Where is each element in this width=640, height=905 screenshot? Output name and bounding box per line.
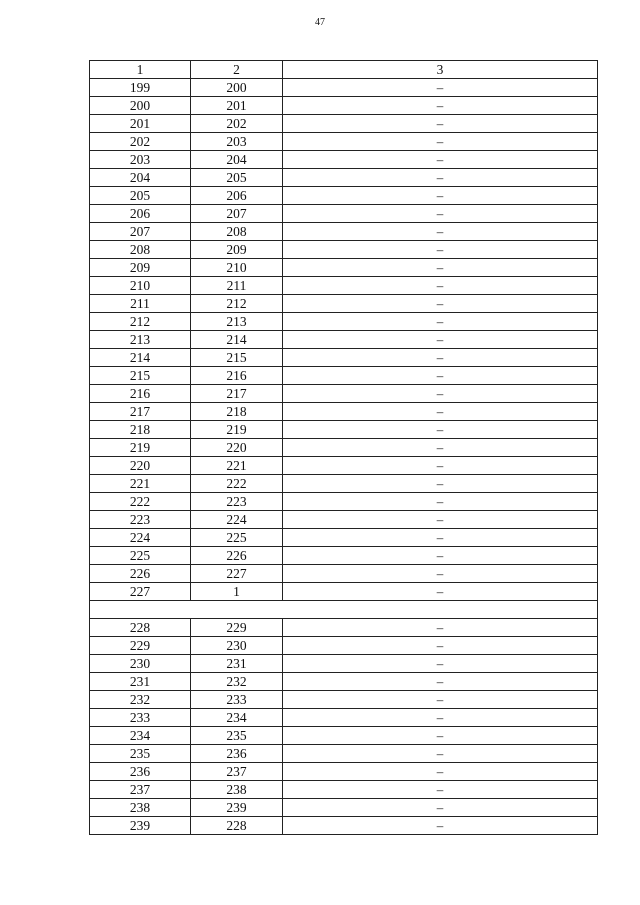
table-cell: 236 bbox=[191, 745, 283, 763]
table-cell: 220 bbox=[191, 439, 283, 457]
table-cell: 215 bbox=[191, 349, 283, 367]
table-cell: – bbox=[283, 439, 598, 457]
table-cell: – bbox=[283, 565, 598, 583]
table-cell: 1 bbox=[191, 583, 283, 601]
table-row bbox=[90, 493, 598, 511]
table-cell: 222 bbox=[90, 493, 191, 511]
table-row bbox=[90, 529, 598, 547]
table-row bbox=[90, 673, 598, 691]
table-cell: 219 bbox=[90, 439, 191, 457]
table-cell: 222 bbox=[191, 475, 283, 493]
table-cell: 212 bbox=[191, 295, 283, 313]
table-row bbox=[90, 691, 598, 709]
table-cell: – bbox=[283, 655, 598, 673]
table-cell: 231 bbox=[191, 655, 283, 673]
table-cell: 213 bbox=[90, 331, 191, 349]
table-row bbox=[90, 745, 598, 763]
table-cell: 235 bbox=[191, 727, 283, 745]
table-cell: – bbox=[283, 727, 598, 745]
table-cell: – bbox=[283, 133, 598, 151]
table-cell: 205 bbox=[90, 187, 191, 205]
table-row bbox=[90, 205, 598, 223]
column-header: 1 bbox=[90, 61, 191, 79]
table-cell: 224 bbox=[191, 511, 283, 529]
table-cell: 234 bbox=[191, 709, 283, 727]
table-cell: 217 bbox=[90, 403, 191, 421]
table-cell: 207 bbox=[191, 205, 283, 223]
table-cell: – bbox=[283, 349, 598, 367]
table-row bbox=[90, 583, 598, 601]
table-cell: 205 bbox=[191, 169, 283, 187]
table-cell: 216 bbox=[90, 385, 191, 403]
table-row bbox=[90, 421, 598, 439]
table-row bbox=[90, 79, 598, 97]
table-cell: 214 bbox=[90, 349, 191, 367]
table-cell: – bbox=[283, 817, 598, 835]
table-cell: – bbox=[283, 619, 598, 637]
table-cell: 199 bbox=[90, 79, 191, 97]
table-cell: 229 bbox=[191, 619, 283, 637]
table-row bbox=[90, 817, 598, 835]
table-cell: 212 bbox=[90, 313, 191, 331]
table-cell: – bbox=[283, 745, 598, 763]
table-row bbox=[90, 709, 598, 727]
table-row bbox=[90, 511, 598, 529]
table-row bbox=[90, 565, 598, 583]
table-cell: 201 bbox=[90, 115, 191, 133]
table-cell: – bbox=[283, 493, 598, 511]
table-cell: 208 bbox=[191, 223, 283, 241]
table-cell: 204 bbox=[90, 169, 191, 187]
table-cell: 204 bbox=[191, 151, 283, 169]
table-row bbox=[90, 133, 598, 151]
table-row bbox=[90, 115, 598, 133]
table-cell: 230 bbox=[191, 637, 283, 655]
table-row bbox=[90, 151, 598, 169]
table-cell: – bbox=[283, 331, 598, 349]
table-row bbox=[90, 241, 598, 259]
table-row bbox=[90, 619, 598, 637]
table-cell: 227 bbox=[191, 565, 283, 583]
table-cell: – bbox=[283, 691, 598, 709]
data-table bbox=[89, 60, 598, 835]
table-cell: 215 bbox=[90, 367, 191, 385]
table-cell: 226 bbox=[191, 547, 283, 565]
table-row bbox=[90, 277, 598, 295]
table-cell: – bbox=[283, 223, 598, 241]
table-cell: – bbox=[283, 421, 598, 439]
table-header-row bbox=[90, 61, 598, 79]
table-row bbox=[90, 97, 598, 115]
table-row bbox=[90, 637, 598, 655]
table-cell: 200 bbox=[90, 97, 191, 115]
table-cell: 214 bbox=[191, 331, 283, 349]
table-cell: – bbox=[283, 529, 598, 547]
table-cell: – bbox=[283, 403, 598, 421]
table-cell: – bbox=[283, 97, 598, 115]
table-row bbox=[90, 259, 598, 277]
table-cell: – bbox=[283, 763, 598, 781]
table-cell: 237 bbox=[90, 781, 191, 799]
table-cell: 238 bbox=[191, 781, 283, 799]
table-cell: – bbox=[283, 205, 598, 223]
table-cell: 238 bbox=[90, 799, 191, 817]
table-cell: 216 bbox=[191, 367, 283, 385]
table-cell: – bbox=[283, 79, 598, 97]
table-row bbox=[90, 313, 598, 331]
table-cell: – bbox=[283, 259, 598, 277]
table-cell: 224 bbox=[90, 529, 191, 547]
table-cell: 232 bbox=[191, 673, 283, 691]
table-cell: – bbox=[283, 169, 598, 187]
table-cell: – bbox=[283, 547, 598, 565]
table-cell: 228 bbox=[90, 619, 191, 637]
table-cell: 230 bbox=[90, 655, 191, 673]
table-cell: 225 bbox=[90, 547, 191, 565]
table-cell: – bbox=[283, 187, 598, 205]
table-cell: – bbox=[283, 385, 598, 403]
table-row bbox=[90, 475, 598, 493]
table-cell: 208 bbox=[90, 241, 191, 259]
table-cell: – bbox=[283, 511, 598, 529]
table-row bbox=[90, 169, 598, 187]
table-cell: 221 bbox=[191, 457, 283, 475]
table-cell: 206 bbox=[90, 205, 191, 223]
table-cell: – bbox=[283, 151, 598, 169]
table-cell: 206 bbox=[191, 187, 283, 205]
table-row bbox=[90, 349, 598, 367]
table-cell: 209 bbox=[191, 241, 283, 259]
table-cell: 226 bbox=[90, 565, 191, 583]
table-cell: 202 bbox=[90, 133, 191, 151]
table-cell: 201 bbox=[191, 97, 283, 115]
table-cell: – bbox=[283, 799, 598, 817]
table-cell: 234 bbox=[90, 727, 191, 745]
table-cell: 207 bbox=[90, 223, 191, 241]
table-cell: 231 bbox=[90, 673, 191, 691]
table-cell: 227 bbox=[90, 583, 191, 601]
table-row bbox=[90, 655, 598, 673]
table-row bbox=[90, 457, 598, 475]
table-cell: 200 bbox=[191, 79, 283, 97]
table-row bbox=[90, 439, 598, 457]
table-cell: 225 bbox=[191, 529, 283, 547]
table-cell: 213 bbox=[191, 313, 283, 331]
table-row bbox=[90, 403, 598, 421]
table-cell: 220 bbox=[90, 457, 191, 475]
table-cell: 228 bbox=[191, 817, 283, 835]
data-table-container bbox=[89, 60, 597, 835]
table-cell: – bbox=[283, 277, 598, 295]
column-header: 3 bbox=[283, 61, 598, 79]
table-cell: 223 bbox=[90, 511, 191, 529]
table-row bbox=[90, 763, 598, 781]
table-cell: 210 bbox=[90, 277, 191, 295]
table-row bbox=[90, 547, 598, 565]
table-spacer-cell bbox=[90, 601, 598, 619]
table-cell: 209 bbox=[90, 259, 191, 277]
table-row bbox=[90, 799, 598, 817]
table-cell: 211 bbox=[90, 295, 191, 313]
table-cell: 218 bbox=[191, 403, 283, 421]
table-cell: – bbox=[283, 295, 598, 313]
table-cell: – bbox=[283, 583, 598, 601]
table-cell: 211 bbox=[191, 277, 283, 295]
table-cell: – bbox=[283, 313, 598, 331]
table-row bbox=[90, 727, 598, 745]
table-cell: 210 bbox=[191, 259, 283, 277]
table-body bbox=[90, 61, 598, 835]
table-row bbox=[90, 223, 598, 241]
table-cell: – bbox=[283, 367, 598, 385]
table-row bbox=[90, 367, 598, 385]
table-cell: 233 bbox=[90, 709, 191, 727]
table-cell: 233 bbox=[191, 691, 283, 709]
table-cell: 202 bbox=[191, 115, 283, 133]
table-row bbox=[90, 331, 598, 349]
table-spacer-row bbox=[90, 601, 598, 619]
table-cell: 223 bbox=[191, 493, 283, 511]
table-cell: – bbox=[283, 457, 598, 475]
page-number: 47 bbox=[315, 17, 325, 28]
table-cell: 203 bbox=[90, 151, 191, 169]
table-cell: 235 bbox=[90, 745, 191, 763]
table-cell: – bbox=[283, 673, 598, 691]
table-cell: 237 bbox=[191, 763, 283, 781]
table-cell: 203 bbox=[191, 133, 283, 151]
table-cell: 239 bbox=[90, 817, 191, 835]
table-cell: 217 bbox=[191, 385, 283, 403]
column-header: 2 bbox=[191, 61, 283, 79]
table-cell: – bbox=[283, 781, 598, 799]
table-cell: 219 bbox=[191, 421, 283, 439]
table-cell: 221 bbox=[90, 475, 191, 493]
table-row bbox=[90, 385, 598, 403]
table-cell: 232 bbox=[90, 691, 191, 709]
table-cell: 236 bbox=[90, 763, 191, 781]
table-cell: – bbox=[283, 637, 598, 655]
table-cell: – bbox=[283, 241, 598, 259]
table-cell: 218 bbox=[90, 421, 191, 439]
table-cell: – bbox=[283, 709, 598, 727]
table-row bbox=[90, 187, 598, 205]
table-cell: – bbox=[283, 475, 598, 493]
table-cell: – bbox=[283, 115, 598, 133]
table-cell: 229 bbox=[90, 637, 191, 655]
table-row bbox=[90, 781, 598, 799]
table-row bbox=[90, 295, 598, 313]
table-cell: 239 bbox=[191, 799, 283, 817]
